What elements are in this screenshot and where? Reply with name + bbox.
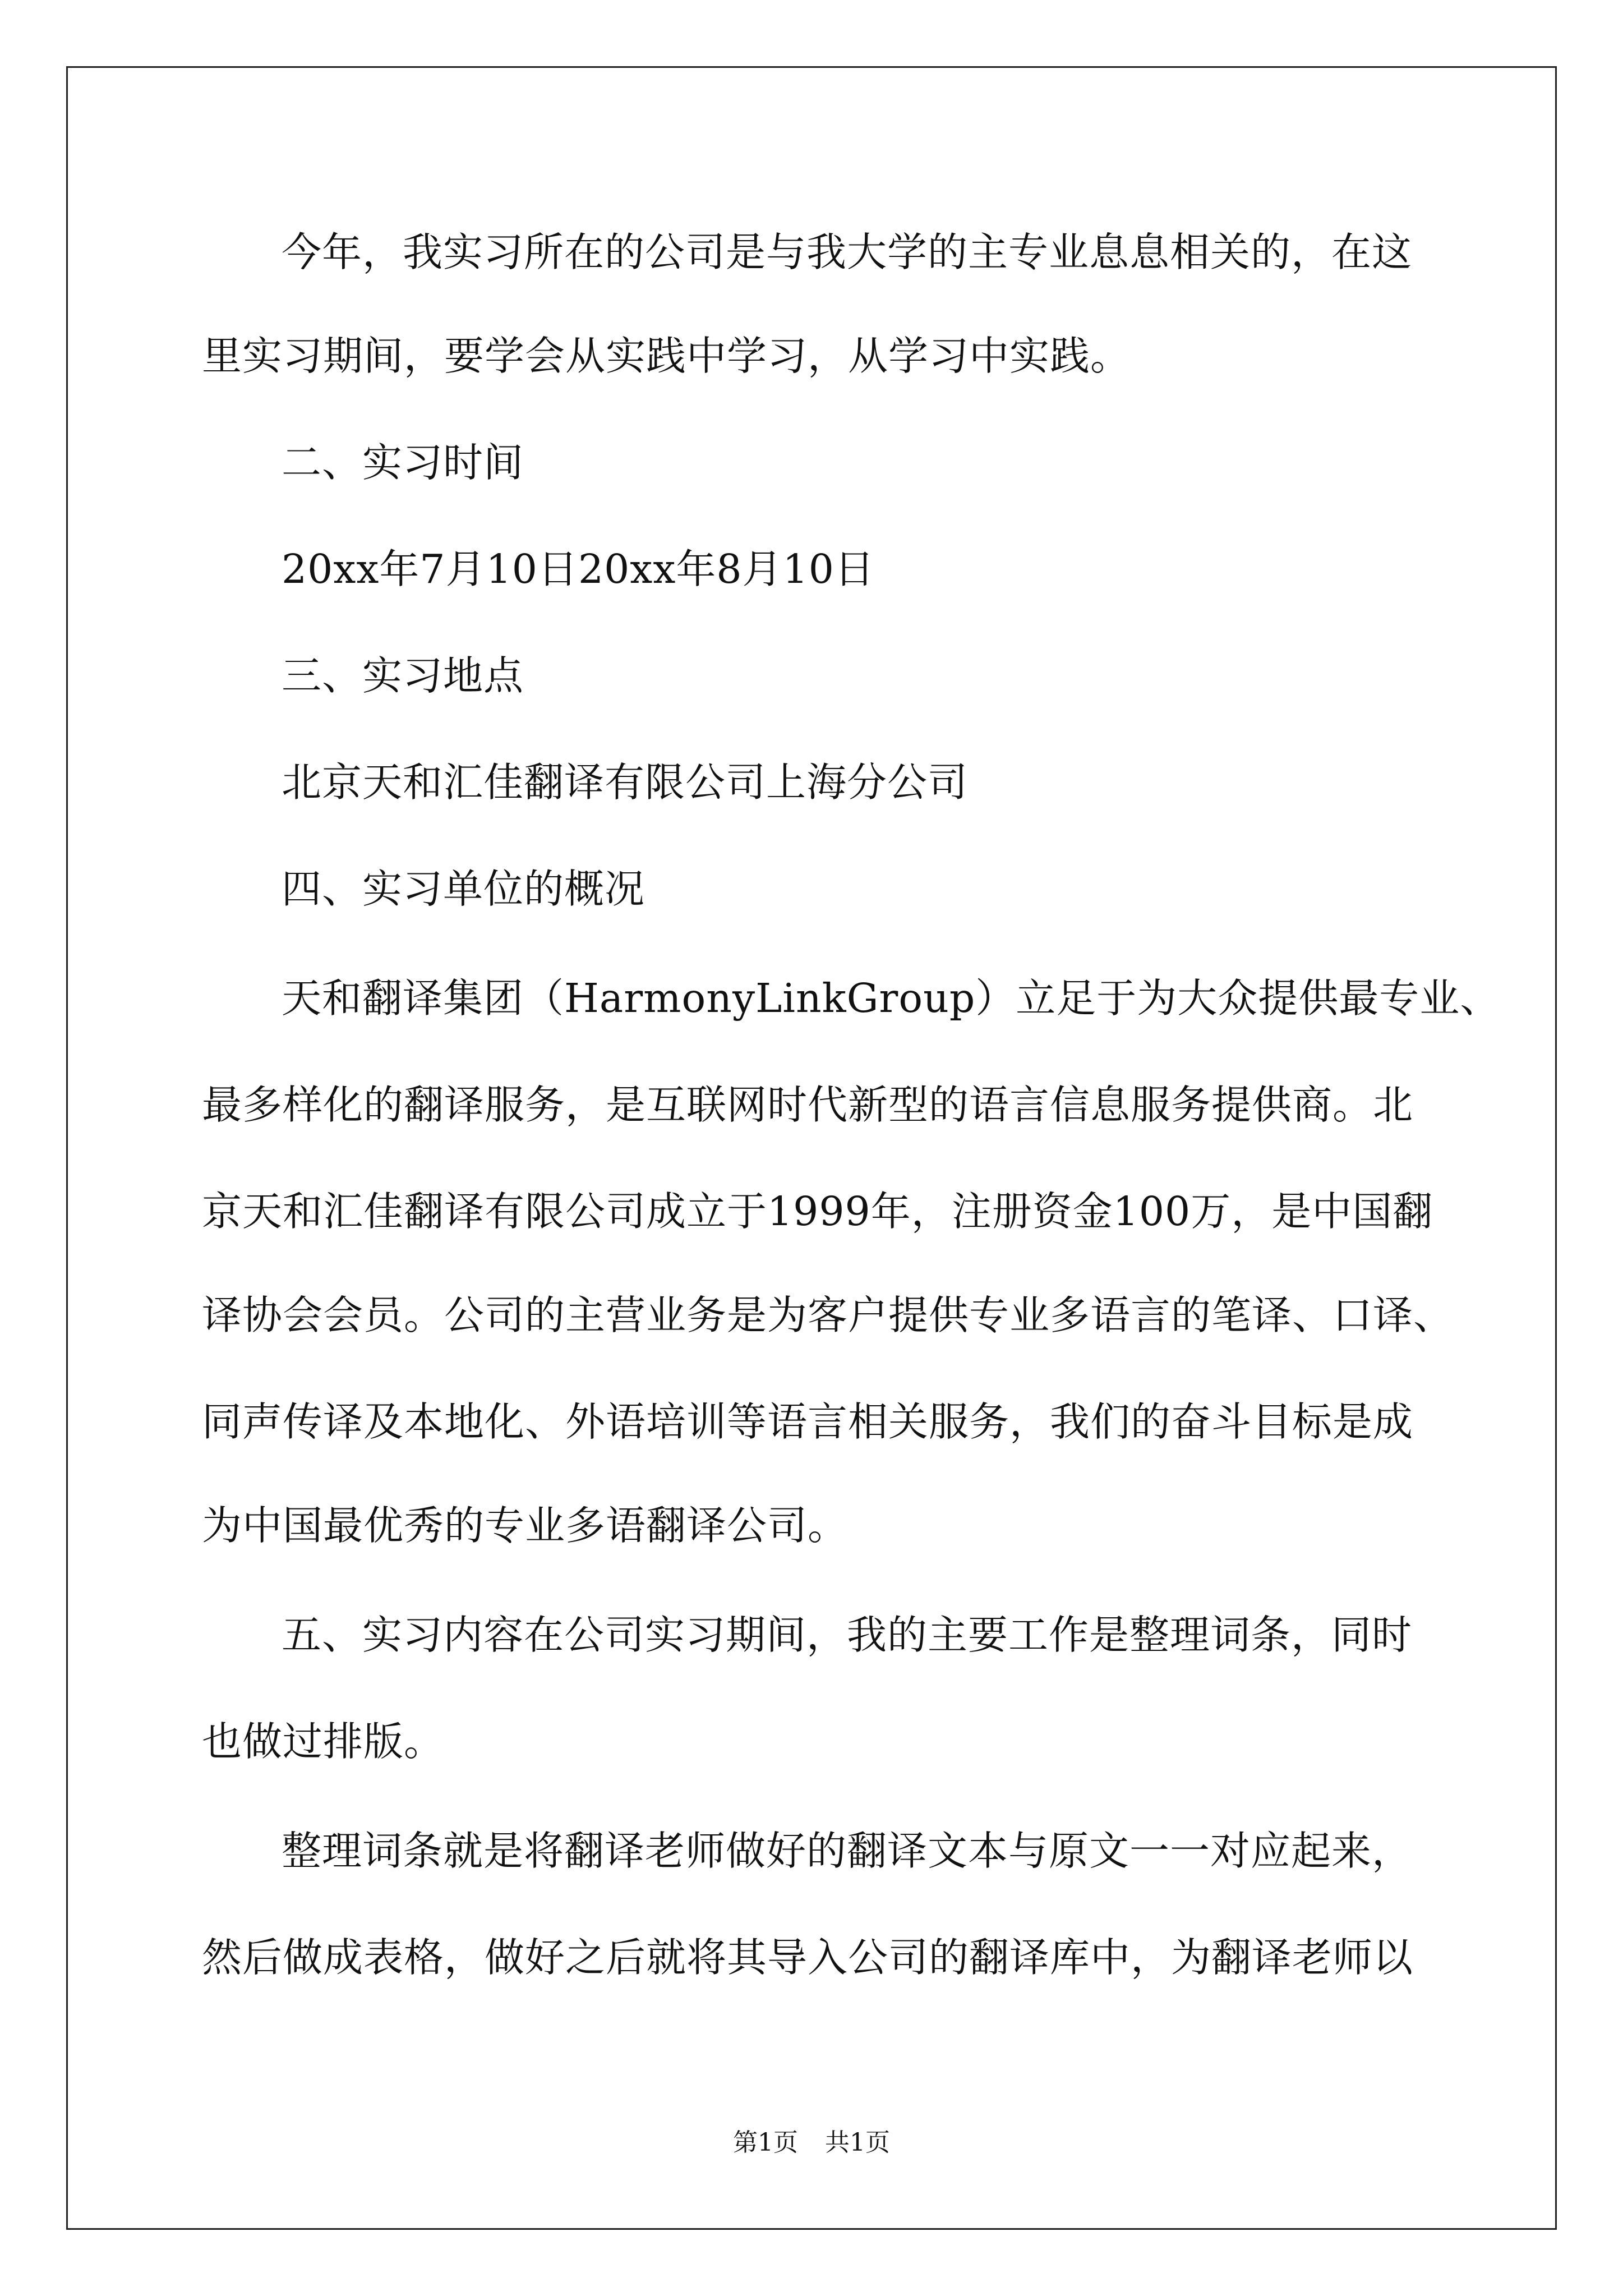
paragraph-line: 同声传译及本地化、外语培训等语言相关服务，我们的奋斗目标是成 (202, 1398, 1414, 1445)
page-number: 第1页 (733, 2128, 798, 2157)
paragraph-line: 里实习期间，要学会从实践中学习，从学习中实践。 (202, 333, 1131, 379)
page-border (66, 66, 1557, 2230)
section-heading: 二、实习时间 (282, 439, 524, 486)
paragraph-line: 天和翻译集团（HarmonyLinkGroup）立足于为大众提供最专业、 (282, 975, 1501, 1022)
section-heading: 四、实习单位的概况 (282, 866, 645, 912)
section-heading: 三、实习地点 (282, 652, 524, 699)
page-footer (0, 2126, 1623, 2160)
paragraph-line: 北京天和汇佳翻译有限公司上海分公司 (282, 759, 969, 806)
paragraph-line: 为中国最优秀的专业多语翻译公司。 (202, 1502, 849, 1549)
paragraph-line: 然后做成表格，做好之后就将其导入公司的翻译库中，为翻译老师以 (202, 1934, 1414, 1981)
paragraph-line: 整理词条就是将翻译老师做好的翻译文本与原文一一对应起来， (282, 1828, 1413, 1874)
section-heading: 五、实习内容在公司实习期间，我的主要工作是整理词条，同时 (282, 1612, 1413, 1658)
paragraph-line: 译协会会员。公司的主营业务是为客户提供专业多语言的笔译、口译、 (202, 1292, 1454, 1338)
paragraph-line: 最多样化的翻译服务，是互联网时代新型的语言信息服务提供商。北 (202, 1082, 1414, 1128)
page-total: 共1页 (825, 2128, 890, 2157)
paragraph-line: 也做过排版。 (202, 1718, 445, 1765)
paragraph-line: 今年，我实习所在的公司是与我大学的主专业息息相关的，在这 (282, 229, 1413, 275)
paragraph-line: 20xx年7月10日20xx年8月10日 (282, 546, 875, 592)
paragraph-line: 京天和汇佳翻译有限公司成立于1999年，注册资金100万，是中国翻 (202, 1188, 1433, 1235)
